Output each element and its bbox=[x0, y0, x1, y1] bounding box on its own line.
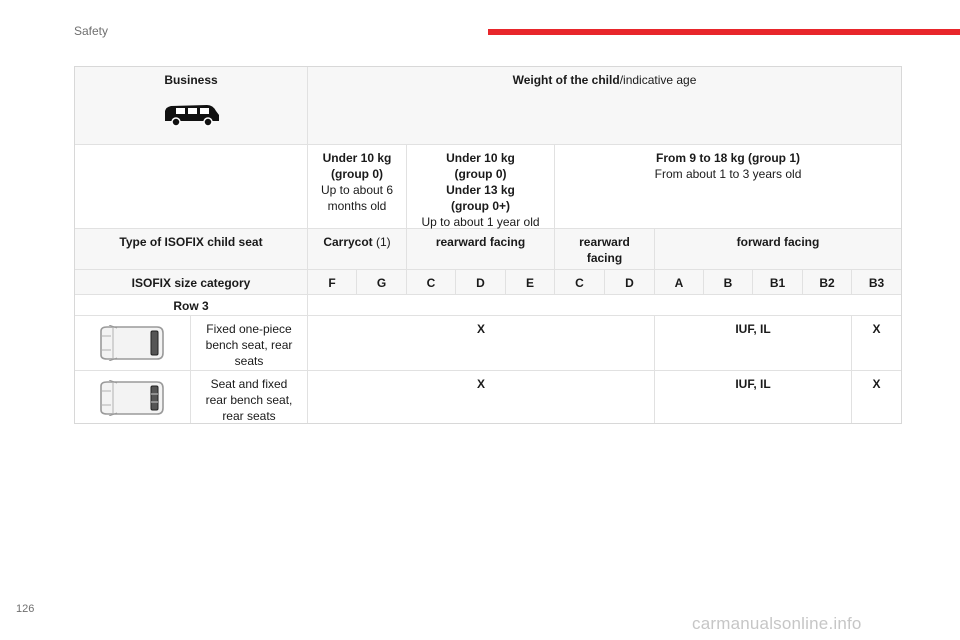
seat-row-1-value-1: X bbox=[308, 316, 655, 371]
type-carrycot: Carrycot bbox=[323, 235, 373, 249]
type-forward: forward facing bbox=[655, 229, 901, 270]
group0b-line2: (group 0) bbox=[454, 167, 507, 181]
business-header-cell bbox=[75, 67, 308, 145]
seat-row-1-desc-line1: Fixed one-piece bbox=[206, 322, 292, 336]
seat-row-2-desc bbox=[191, 371, 308, 423]
seat-row-1-value-3: X bbox=[852, 316, 901, 371]
seat-row-1-desc-line3: seats bbox=[234, 354, 264, 368]
type-carrycot-note: (1) bbox=[372, 235, 391, 249]
type-rearward-2 bbox=[555, 229, 655, 270]
group1-line1: From 9 to 18 kg (group 1) bbox=[655, 151, 800, 165]
seat-row-2-value-2: IUF, IL bbox=[655, 371, 852, 423]
seat-row-2-image-cell bbox=[75, 371, 191, 423]
weight-header-cell bbox=[308, 67, 901, 145]
size-cell: F bbox=[308, 270, 357, 295]
size-cell: B3 bbox=[852, 270, 901, 295]
size-cell: E bbox=[506, 270, 555, 295]
type-carrycot-cell bbox=[308, 229, 407, 270]
type-rearward-2-line2: facing bbox=[586, 251, 623, 265]
row3-empty bbox=[308, 295, 901, 316]
type-label: Type of ISOFIX child seat bbox=[75, 229, 308, 270]
section-title: Safety bbox=[74, 24, 109, 38]
size-cell: C bbox=[555, 270, 605, 295]
seat-row-1-image-cell bbox=[75, 316, 191, 371]
seat-row-2-desc-line1: Seat and fixed bbox=[210, 377, 288, 391]
weight-label-rest: /indicative age bbox=[619, 73, 697, 87]
size-cell: G bbox=[357, 270, 407, 295]
type-rearward-1: rearward facing bbox=[407, 229, 555, 270]
group0a-line1: Under 10 kg bbox=[322, 151, 392, 165]
van-seat-layout-icon bbox=[97, 380, 167, 416]
group0b-line1: Under 10 kg bbox=[446, 151, 515, 165]
type-rearward-2-line1: rearward bbox=[579, 235, 630, 249]
size-cell: D bbox=[456, 270, 506, 295]
group0b-line3: Under 13 kg bbox=[446, 183, 515, 197]
seat-row-2-value-1: X bbox=[308, 371, 655, 423]
size-label: ISOFIX size category bbox=[75, 270, 308, 295]
group1-cell bbox=[555, 145, 901, 229]
size-cell: B1 bbox=[753, 270, 803, 295]
group0a-cell bbox=[308, 145, 407, 229]
seat-row-1-desc bbox=[191, 316, 308, 371]
size-cell: B bbox=[704, 270, 753, 295]
page-number: 126 bbox=[16, 603, 35, 615]
section-accent-bar bbox=[488, 29, 960, 35]
seat-row-2-value-3: X bbox=[872, 377, 881, 391]
group0b-cell bbox=[407, 145, 555, 229]
isofix-table bbox=[74, 66, 902, 424]
size-cell: D bbox=[605, 270, 655, 295]
weight-label-bold: Weight of the child bbox=[512, 73, 620, 87]
group0b-line4: (group 0+) bbox=[451, 199, 510, 213]
seat-row-1-value-2: IUF, IL bbox=[655, 316, 852, 371]
business-van-icon bbox=[161, 101, 221, 127]
seat-row-1-desc-line2: bench seat, rear bbox=[205, 338, 293, 352]
group-empty-cell bbox=[75, 145, 308, 229]
group0a-line3: Up to about 6 bbox=[320, 183, 394, 197]
group1-line2: From about 1 to 3 years old bbox=[654, 167, 802, 181]
group0b-line5: Up to about 1 year old bbox=[421, 215, 540, 229]
size-cell: A bbox=[655, 270, 704, 295]
seat-row-2-desc-line3: rear seats bbox=[222, 409, 276, 423]
watermark: carmanualsonline.info bbox=[692, 614, 862, 633]
group0a-line4: months old bbox=[327, 199, 387, 213]
group0a-line2: (group 0) bbox=[331, 167, 383, 181]
size-cell: B2 bbox=[803, 270, 852, 295]
row3-label: Row 3 bbox=[75, 295, 308, 316]
size-cell: C bbox=[407, 270, 456, 295]
seat-row-2-desc-line2: rear bench seat, bbox=[205, 393, 293, 407]
van-seat-layout-icon bbox=[97, 325, 167, 361]
business-label: Business bbox=[164, 73, 218, 87]
